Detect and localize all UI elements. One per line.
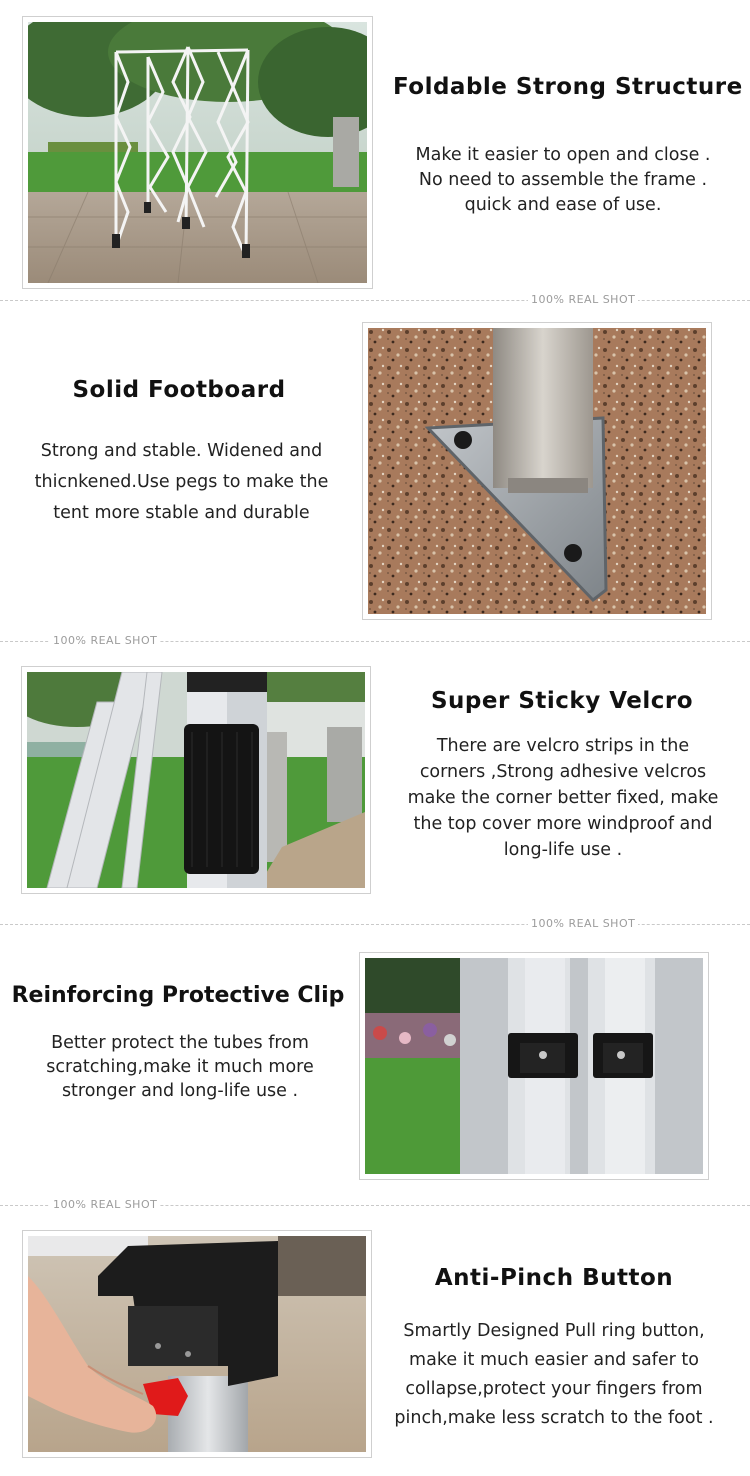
photo-folding-frame (22, 16, 373, 289)
anti-pinch-button-image (28, 1236, 366, 1452)
protective-clip-image (365, 958, 703, 1174)
section-title: Super Sticky Velcro (430, 688, 694, 714)
section-description: There are velcro strips in the corners ,Strong adhesive velcros make the corner better fixed, make the top cover more windproof and long-life use . (407, 736, 719, 860)
divider-label: 100% REAL SHOT (528, 917, 638, 930)
section-title: Reinforcing Protective Clip (11, 983, 345, 1008)
section-description: Better protect the tubes from scratching,make it much more stronger and long-life use . (46, 1033, 314, 1101)
section-title: Anti-Pinch Button (434, 1265, 674, 1291)
section-title: Foldable Strong Structure (393, 74, 743, 100)
section-description: Strong and stable. Widened and thicnkened.Use pegs to make the tent more stable and durable (34, 441, 329, 523)
real-shot-divider (0, 635, 750, 647)
photo-anti-pinch-button (22, 1230, 372, 1458)
real-shot-divider (0, 918, 750, 930)
divider-label: 100% REAL SHOT (50, 634, 160, 647)
photo-velcro (21, 666, 371, 894)
velcro-image (27, 672, 365, 888)
divider-label: 100% REAL SHOT (528, 293, 638, 306)
real-shot-divider (0, 294, 750, 306)
photo-footboard (362, 322, 712, 620)
real-shot-divider (0, 1199, 750, 1211)
section-description: Make it easier to open and close . No need to assemble the frame . quick and ease of use. (415, 145, 711, 215)
section-title: Solid Footboard (72, 377, 286, 403)
folding-frame-image (28, 22, 367, 283)
photo-protective-clip (359, 952, 709, 1180)
divider-label: 100% REAL SHOT (50, 1198, 160, 1211)
footboard-image (368, 328, 706, 614)
section-description: Smartly Designed Pull ring button, make it much easier and safer to collapse,protect your fingers from pinch,make less scratch to the foot . (394, 1321, 714, 1428)
